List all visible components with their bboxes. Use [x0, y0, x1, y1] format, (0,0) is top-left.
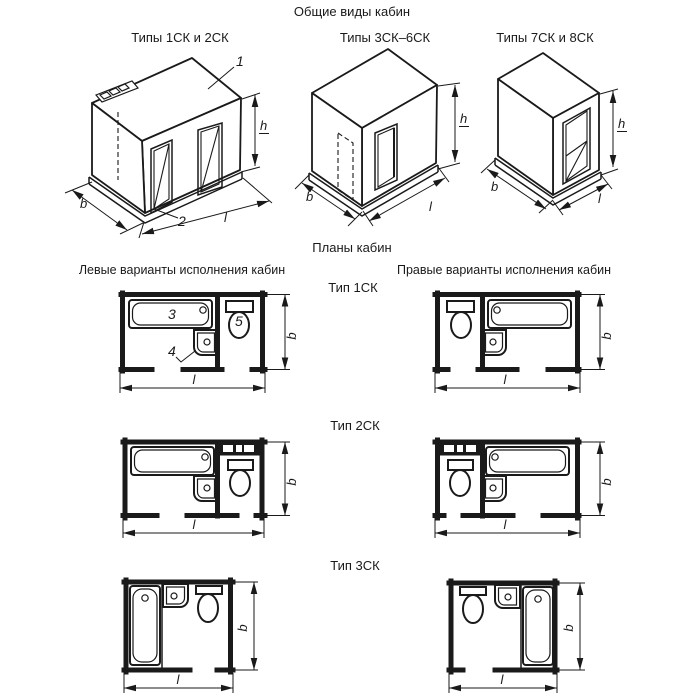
bathtub	[523, 587, 553, 665]
dim-b-label: b	[284, 478, 299, 486]
callout-1-label: 1	[236, 53, 244, 69]
dim-b-label: b	[284, 332, 299, 340]
caption-types-3sk-6sk: Типы 3СК–6СК	[339, 30, 431, 45]
dim-b-label: b	[599, 332, 614, 340]
caption-types-7sk-8sk: Типы 7СК и 8СК	[496, 30, 594, 45]
toilet	[460, 587, 486, 623]
dimension-b	[266, 295, 299, 370]
dim-b-label: b	[306, 189, 314, 204]
washbasin	[495, 585, 520, 608]
row-label-type-3sk: Тип 3СК	[330, 558, 380, 573]
dimension-b	[581, 295, 614, 370]
row-label-type-1sk: Тип 1СК	[328, 280, 378, 295]
toilet	[447, 301, 474, 338]
dimension-l	[124, 672, 233, 693]
callout-2-label: 2	[178, 213, 186, 229]
page-title: Общие виды кабин	[293, 4, 411, 19]
dim-b-label: b	[491, 179, 499, 194]
dimension-l	[120, 372, 265, 393]
dimension-b	[581, 442, 614, 516]
bathtub	[486, 447, 569, 475]
dim-b-label: b	[561, 624, 576, 632]
plan-2sk-left	[110, 430, 305, 542]
cabin-box	[498, 53, 599, 195]
dim-h-label: h	[260, 118, 268, 133]
caption-types-1sk-2sk: Типы 1СК и 2СК	[131, 30, 229, 45]
callout-4	[168, 343, 195, 362]
washbasin	[482, 476, 506, 501]
bathtub	[488, 300, 571, 328]
washbasin	[194, 330, 218, 355]
dim-h-label: h	[460, 111, 468, 126]
callout-3-label: 3	[168, 306, 176, 322]
toilet	[196, 586, 222, 622]
dimension-h	[600, 89, 627, 175]
washbasin	[163, 584, 188, 607]
dim-l-label: l	[503, 517, 507, 532]
dim-l-label: l	[598, 191, 601, 206]
toilet	[448, 460, 473, 496]
callout-5-label: 5	[235, 313, 243, 329]
dim-b-label: b	[235, 624, 250, 632]
dimension-b	[233, 582, 258, 670]
dim-h-label: h	[618, 116, 626, 131]
dim-b-label: b	[80, 196, 88, 211]
vent-block	[218, 440, 263, 456]
dimension-l	[435, 372, 580, 393]
callout-4-label: 4	[168, 343, 176, 359]
plans-title: Планы кабин	[312, 240, 392, 255]
bathtub	[131, 447, 214, 475]
dimension-b	[557, 583, 585, 670]
iso-view-1sk-2sk	[60, 50, 275, 240]
dimension-h	[241, 93, 269, 172]
right-variants-header: Правые варианты исполнения кабин	[396, 263, 612, 277]
dimension-l	[449, 672, 557, 693]
dimension-l	[123, 517, 264, 538]
dim-l-label: l	[192, 517, 196, 532]
dim-l-label: l	[224, 210, 227, 225]
plan-3sk-left	[110, 575, 270, 697]
dim-l-label: l	[503, 372, 507, 387]
left-variants-header: Левые варианты исполнения кабин	[78, 263, 286, 277]
plan-1sk-right	[425, 285, 620, 397]
dim-l-label: l	[429, 199, 432, 214]
bathtub	[130, 586, 160, 665]
dim-b-label: b	[599, 478, 614, 486]
plan-3sk-right	[435, 575, 595, 697]
dimension-h	[438, 83, 469, 169]
dim-l-label: l	[176, 672, 180, 687]
plan-1sk-left	[110, 285, 305, 397]
dimension-l	[435, 517, 580, 538]
dimension-b	[265, 442, 299, 516]
washbasin	[482, 330, 506, 355]
toilet	[228, 460, 253, 496]
iso-view-3sk-6sk	[285, 45, 470, 230]
plan-2sk-right	[425, 430, 620, 542]
dim-l-label: l	[500, 672, 504, 687]
vent-block	[438, 440, 483, 456]
iso-view-7sk-8sk	[475, 45, 640, 220]
row-label-type-2sk: Тип 2СК	[330, 418, 380, 433]
dim-l-label: l	[192, 372, 196, 387]
washbasin	[194, 476, 218, 501]
